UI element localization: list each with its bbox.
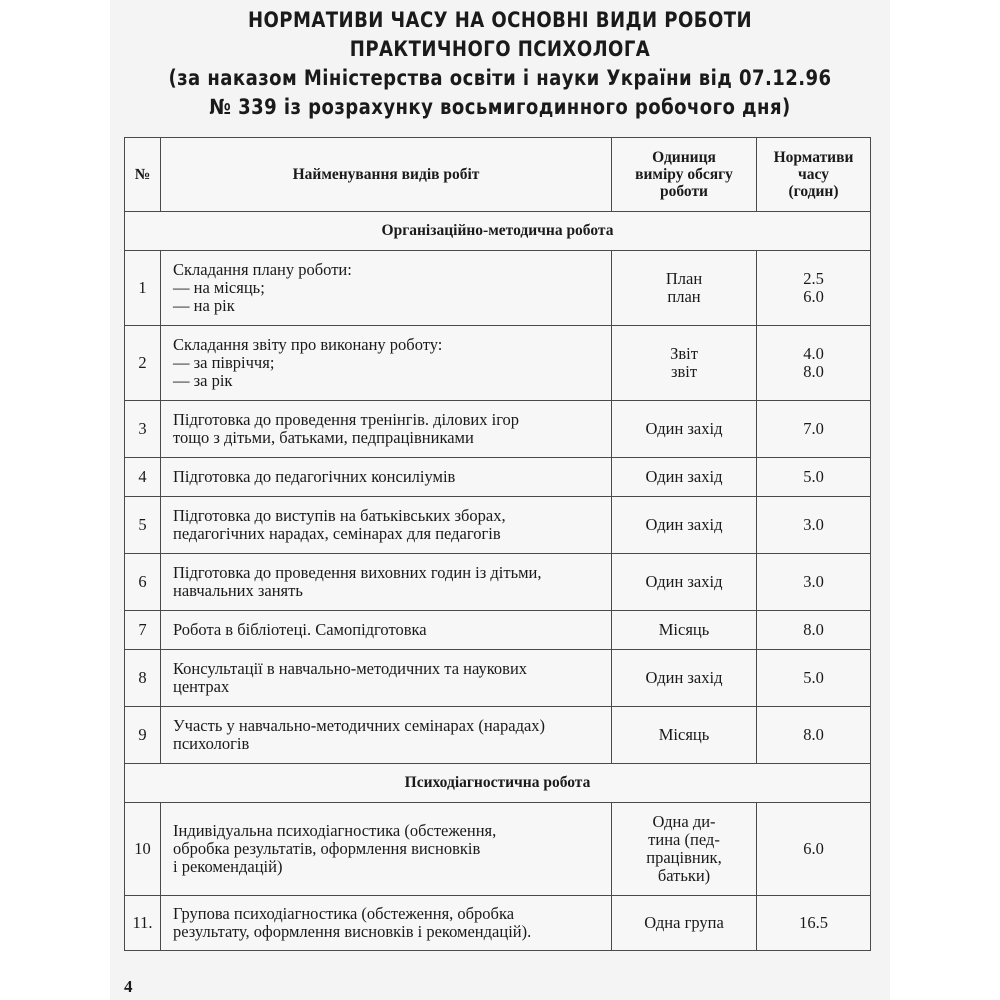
norm-line: 5.0 — [803, 668, 824, 687]
header-norm — [757, 138, 871, 212]
unit-of-measure — [612, 401, 757, 458]
work-name — [161, 458, 612, 497]
work-name-line: Підготовка до педагогічних консиліумів — [173, 467, 456, 486]
row-number: 6 — [125, 554, 161, 611]
unit-line: План — [665, 269, 703, 288]
time-norm — [757, 251, 871, 326]
table-row — [125, 611, 871, 650]
work-name-line: психологів — [173, 734, 250, 753]
header-norm-line: Нормативи — [773, 149, 854, 166]
unit-line: Один захід — [645, 419, 723, 438]
unit-of-measure — [612, 803, 757, 896]
heading-line-2: ПРАКТИЧНОГО ПСИХОЛОГА — [349, 37, 651, 61]
unit-line: Один захід — [645, 467, 723, 486]
norm-line: 3.0 — [803, 515, 824, 534]
table-row — [125, 803, 871, 896]
unit-of-measure — [612, 707, 757, 764]
norm-line: 16.5 — [799, 913, 828, 932]
unit-line: Один захід — [645, 668, 723, 687]
row-number: 10 — [125, 803, 161, 896]
norm-line: 2.5 — [803, 269, 824, 288]
work-name-line: Робота в бібліотеці. Самопідготовка — [173, 620, 427, 639]
time-norm — [757, 896, 871, 951]
row-number: 9 — [125, 707, 161, 764]
work-name-line: і рекомендацій) — [173, 857, 283, 876]
row-number: 5 — [125, 497, 161, 554]
table-row — [125, 326, 871, 401]
work-name — [161, 251, 612, 326]
work-name-line: Складання звіту про виконану роботу: — [173, 335, 443, 354]
unit-of-measure — [612, 458, 757, 497]
section-title: Психодіагностична робота — [125, 764, 871, 803]
section-row — [125, 212, 871, 251]
heading-line-4: № 339 із розрахунку восьмигодинного робочого дня) — [209, 95, 791, 119]
work-name — [161, 497, 612, 554]
table-header-row — [125, 138, 871, 212]
work-name-line: Підготовка до виступів на батьківських зборах, — [173, 506, 506, 525]
norm-line: 4.0 — [803, 344, 824, 363]
unit-line: Одна ди- — [652, 812, 716, 831]
unit-line: батьки) — [657, 866, 711, 885]
header-unit-line: роботи — [659, 183, 708, 200]
unit-line: Місяць — [658, 620, 710, 639]
norms-table — [124, 137, 871, 951]
table-row — [125, 458, 871, 497]
table-row — [125, 707, 871, 764]
work-name — [161, 611, 612, 650]
norm-line: 7.0 — [803, 419, 824, 438]
section-title: Організаційно-методична робота — [125, 212, 871, 251]
work-name — [161, 707, 612, 764]
section-row — [125, 764, 871, 803]
work-name-line: обробка результатів, оформлення висновків — [173, 839, 481, 858]
work-name — [161, 803, 612, 896]
work-name-line: педагогічних нарадах, семінарах для педагогів — [173, 524, 501, 543]
work-name-line: тощо з дітьми, батьками, педпрацівниками — [173, 428, 474, 447]
norm-line: 5.0 — [803, 467, 824, 486]
norm-line: 6.0 — [803, 287, 824, 306]
work-name-line: — за півріччя; — [173, 353, 275, 372]
unit-of-measure — [612, 611, 757, 650]
header-norm-line: часу — [798, 166, 829, 183]
unit-line: звіт — [670, 362, 698, 381]
norm-line: 8.0 — [803, 725, 824, 744]
work-name-line: центрах — [173, 677, 230, 696]
work-name — [161, 401, 612, 458]
header-unit-line: виміру обсягу — [635, 166, 733, 183]
row-number: 2 — [125, 326, 161, 401]
document-page — [110, 0, 890, 1000]
time-norm — [757, 650, 871, 707]
header-unit-line: Одиниця — [652, 149, 716, 166]
table-row — [125, 896, 871, 951]
work-name — [161, 650, 612, 707]
unit-line: тина (пед- — [648, 830, 720, 849]
unit-line: Один захід — [645, 515, 723, 534]
unit-of-measure — [612, 251, 757, 326]
header-num: № — [125, 138, 161, 212]
time-norm — [757, 497, 871, 554]
table-row — [125, 401, 871, 458]
work-name — [161, 326, 612, 401]
work-name-line: — за рік — [173, 371, 233, 390]
work-name-line: результату, оформлення висновків і рекомендацій). — [173, 922, 532, 941]
unit-line: Звіт — [670, 344, 698, 363]
work-name-line: — на рік — [173, 296, 235, 315]
time-norm — [757, 326, 871, 401]
norm-line: 8.0 — [803, 620, 824, 639]
time-norm — [757, 707, 871, 764]
heading-line-3: (за наказом Міністерства освіти і науки України від 07.12.96 — [168, 66, 832, 90]
unit-line: Місяць — [658, 725, 710, 744]
unit-of-measure — [612, 497, 757, 554]
header-name: Найменування видів робіт — [161, 138, 612, 212]
heading-line-1: НОРМАТИВИ ЧАСУ НА ОСНОВНІ ВИДИ РОБОТИ — [247, 8, 753, 32]
row-number: 11. — [125, 896, 161, 951]
row-number: 7 — [125, 611, 161, 650]
header-unit — [612, 138, 757, 212]
time-norm — [757, 401, 871, 458]
work-name — [161, 896, 612, 951]
table-row — [125, 497, 871, 554]
norm-line: 6.0 — [803, 839, 824, 858]
row-number: 1 — [125, 251, 161, 326]
row-number: 4 — [125, 458, 161, 497]
page-number: 4 — [124, 977, 133, 996]
work-name-line: Підготовка до проведення тренінгів. ділових ігор — [173, 410, 520, 429]
unit-of-measure — [612, 326, 757, 401]
time-norm — [757, 458, 871, 497]
time-norm — [757, 803, 871, 896]
table-row — [125, 251, 871, 326]
header-norm-line: (годин) — [788, 183, 839, 200]
unit-line: Один захід — [645, 572, 723, 591]
unit-of-measure — [612, 896, 757, 951]
work-name-line: Групова психодіагностика (обстеження, обробка — [173, 904, 515, 923]
work-name-line: Участь у навчально-методичних семінарах (нарадах) — [173, 716, 546, 735]
work-name-line: навчальних занять — [173, 581, 303, 600]
unit-of-measure — [612, 554, 757, 611]
work-name-line: Підготовка до проведення виховних годин із дітьми, — [173, 563, 542, 582]
work-name-line: Консультації в навчально-методичних та наукових — [173, 659, 528, 678]
work-name-line: Індивідуальна психодіагностика (обстеження, — [173, 821, 497, 840]
work-name-line: — на місяць; — [173, 278, 265, 297]
unit-line: працівник, — [646, 848, 722, 867]
unit-of-measure — [612, 650, 757, 707]
row-number: 8 — [125, 650, 161, 707]
table-row — [125, 650, 871, 707]
time-norm — [757, 554, 871, 611]
unit-line: Одна група — [644, 913, 724, 932]
document-heading — [165, 6, 836, 122]
work-name — [161, 554, 612, 611]
row-number: 3 — [125, 401, 161, 458]
work-name-line: Складання плану роботи: — [173, 260, 352, 279]
time-norm — [757, 611, 871, 650]
table-row — [125, 554, 871, 611]
norm-line: 3.0 — [803, 572, 824, 591]
norm-line: 8.0 — [803, 362, 824, 381]
unit-line: план — [667, 287, 701, 306]
